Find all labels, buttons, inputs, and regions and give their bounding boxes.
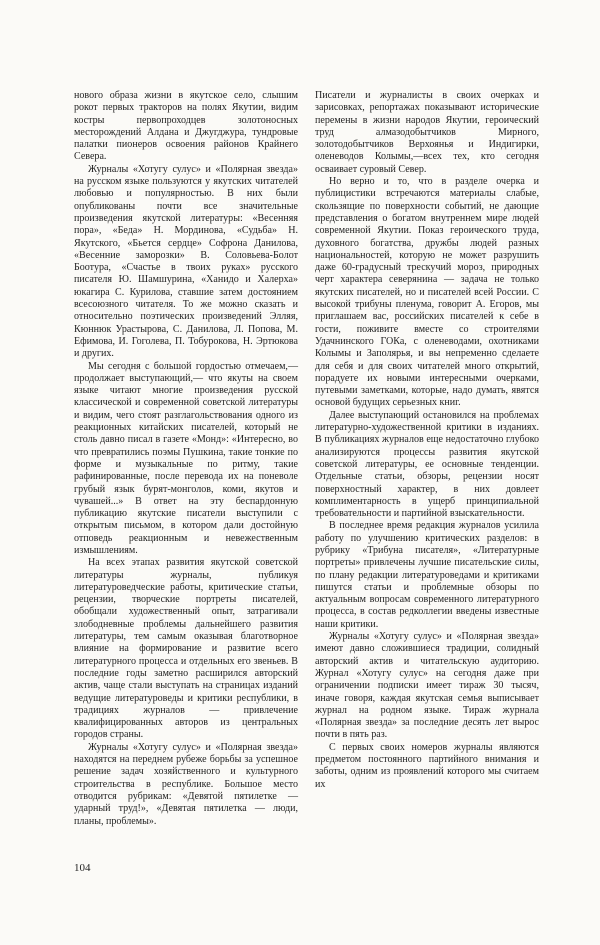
paragraph: нового образа жизни в якутское село, слышим рокот первых тракторов на полях Якутии, видим костры первопроходцев золотоносных месторождений Алдана и Джугджура, тундровые палатки пионеров освоения районов Крайнего Севера. <box>74 90 298 163</box>
left-text-column <box>74 90 298 828</box>
paragraph: В последнее время редакция журналов усилила работу по улучшению критических разделов: в рубрику «Трибуна писателя», «Литературные портреты» привлечены лучшие писательские силы, по плану редакции литературоведами и критиками пишутся статьи и проблемные обзоры по актуальным вопросам современного литературного процесса, в состав редколлегии введены известные наши критики. <box>315 520 539 630</box>
paragraph: Мы сегодня с большой гордостью отмечаем,— продолжает выступающий,— что якуты на своем языке читают многие произведения русской классической и современной советской литературы и видим, чего стоят разглагольствования одного из реакционных китайских писателей, который не столь давно писал в газете «Монд»: «Интересно, во что превратились поэмы Пушкина, такие тонкие по форме и музыкальные по ритму, такие рафинированные, после перевода их на поневоле грубый язык бурят-монголов, коми, якутов и чувашей...» В ответ на эту беспардонную публикацию якутские писатели выступили с открытым письмом, в котором дали достойную отповедь реакционным и невежественным измышлениям. <box>74 360 298 556</box>
paragraph: Но верно и то, что в разделе очерка и публицистики встречаются материалы слабые, скользящие по поверхности событий, не дающие представления о богатом внутреннем мире людей современной Якутии. Показ героического труда, духовного богатства, дружбы людей разных национальностей, которую не может разрушить даже 60-градусный трескучий мороз, природных черт характера северянина — задача не только якутских писателей, но и писателей всей России. С высокой трибуны пленума, говорит А. Егоров, мы приглашаем вас, российских писателей к себе в гости, поживите вместе со строителями Удачнинского ГОКа, с оленеводами, охотниками Колымы и Заполярья, и вы непременно сделаете для себя и для своих читателей много открытий, порадуете их новыми интересными очерками, путевыми заметками, которые, надо думать, явятся основой будущих серьезных книг. <box>315 176 539 409</box>
page-number: 104 <box>74 862 91 874</box>
paragraph: Журналы «Хотугу сулус» и «Полярная звезда» на русском языке пользуются у якутских читателей любовью и популярностью. В них были опубликованы почти все значительные произведения якутской литературы: «Весенняя пора», «Беда» Н. Мординова, «Судьба» Н. Якутского, «Бьется сердце» Софрона Данилова, «Весенние заморозки» В. Соловьева-Болот Боотура, «Счастье в твоих руках» русского писателя Ю. Шамшурина, «Ханидо и Халерха» юкагира С. Курилова, ставшие затем достоянием всесоюзного читателя. То же можно сказать и относительно поэтических произведений Элляя, Кюннюк Урастырова, С. Данилова, Л. Попова, М. Ефимова, И. Гоголева, П. Тобурокова, Н. Эртюкова и других. <box>74 163 298 360</box>
paragraph: На всех этапах развития якутской советской литературы журналы, публикуя литературоведческие работы, критические статьи, рецензии, творческие портреты писателей, обобщали художественный опыт, затрагивали злободневные проблемы дальнейшего развития литературы, тем самым оказывая благотворное влияние на формирование и развитие всего литературного процесса и отдельных его звеньев. В последние годы заметно расширился авторский актив, чаще стали выступать на страницах изданий ведущие литературоведы и критики республики, в традициях журналов — привлечение квалифицированных авторов из центральных городов страны. <box>74 557 298 741</box>
paragraph: С первых своих номеров журналы являются предметом постоянного партийного внимания и заботы, одним из проявлений которого мы считаем их <box>315 741 539 790</box>
paragraph: Журналы «Хотугу сулус» и «Полярная звезда» находятся на переднем рубеже борьбы за успешное решение задач хозяйственного и культурного строительства в республике. Большое место отводится рубрикам: «Девятой пятилетке — ударный труд!», «Девятая пятилетка — люди, планы, проблемы». <box>74 741 298 827</box>
paragraph: Далее выступающий остановился на проблемах литературно-художественной критики в изданиях. В публикациях журналов еще недостаточно глубоко анализируются процессы развития якутской советской литературы, ее основные тенденции. Отдельные статьи, обзоры, рецензии носят поверхностный характер, в них довлеет комплиментарность в ущерб принципиальной требовательности и партийной взыскательности. <box>315 409 539 520</box>
right-text-column <box>315 90 539 791</box>
paragraph: Писатели и журналисты в своих очерках и зарисовках, репортажах показывают исторические перемены в жизни народов Якутии, героический труд алмазодобытчиков Мирного, золотодобытчиков Верхоянья и Индигирки, оленеводов Колымы,—всех тех, кто сегодня осваивает суровый Север. <box>315 90 539 175</box>
paragraph: Журналы «Хотугу сулус» и «Полярная звезда» имеют давно сложившиеся традиции, солидный авторский актив и читательскую аудиторию. Журнал «Хотугу сулус» на сегодня даже при ограничении подписки имеет тираж 30 тысяч, иначе говоря, каждая якутская семья выписывает журнал на родном языке. Тираж журнала «Полярная звезда» за последние десять лет вырос почти в пять раз. <box>315 631 539 741</box>
